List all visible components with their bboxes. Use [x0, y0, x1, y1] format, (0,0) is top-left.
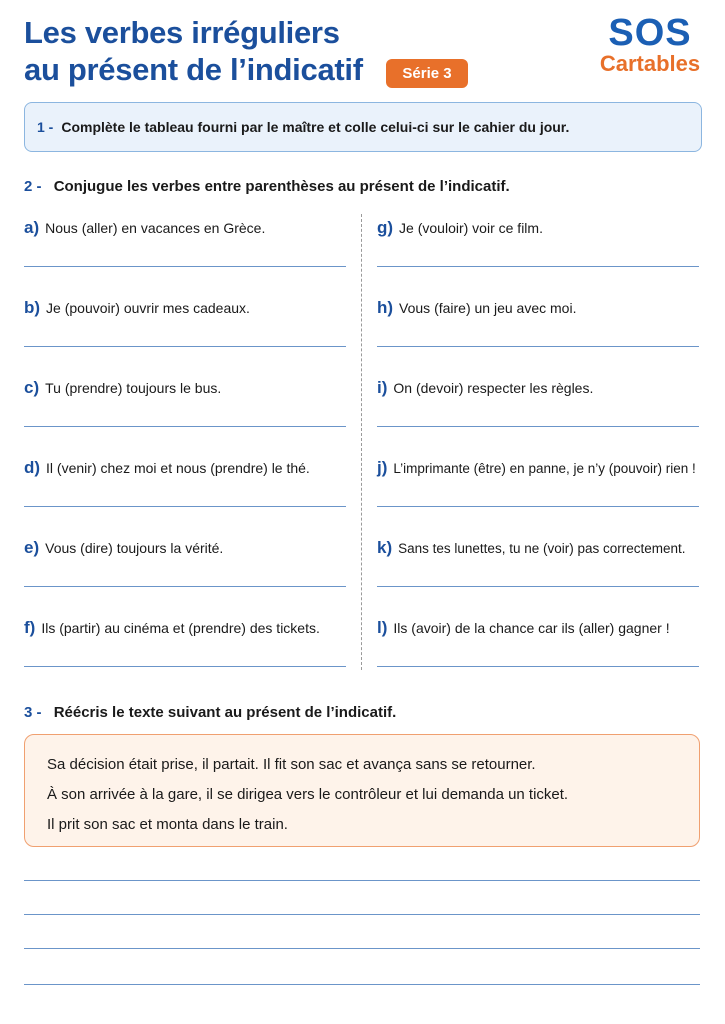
title-line-2: au présent de l’indicatif: [24, 52, 363, 87]
item-letter: a): [24, 218, 40, 237]
item-sentence: Je (pouvoir) ouvrir mes cadeaux.: [46, 300, 250, 316]
exercise-3-instruction: Réécris le texte suivant au présent de l’indicatif.: [53, 704, 397, 721]
item-letter: f): [24, 618, 36, 637]
answer-line[interactable]: [377, 506, 699, 507]
item-sentence: Ils (avoir) de la chance car ils (aller) gagner !: [393, 620, 670, 636]
item-sentence: Je (vouloir) voir ce film.: [399, 220, 543, 236]
writing-line-4[interactable]: [24, 984, 700, 985]
answer-line[interactable]: [377, 346, 699, 347]
item-sentence: Sans tes lunettes, tu ne (voir) pas correctement.: [398, 541, 686, 556]
exercise-1-text: Complète le tableau fourni par le maître et colle celui-ci sur le cahier du jour.: [61, 119, 570, 135]
text-line-1: Sa décision était prise, il partait. Il fit son sac et avança sans se retourner.: [47, 756, 536, 773]
item-letter: g): [377, 218, 394, 237]
exercise-2-left-column: [24, 216, 346, 696]
item-sentence: Nous (aller) en vacances en Grèce.: [45, 220, 266, 236]
exercise-3-text-box: [24, 734, 700, 847]
exercise-item-e: [24, 536, 346, 616]
answer-line[interactable]: [377, 426, 699, 427]
answer-line[interactable]: [24, 666, 346, 667]
exercise-item-l: [377, 616, 699, 696]
exercise-2-right-column: [377, 216, 699, 696]
exercise-item-i: [377, 376, 699, 456]
item-letter: j): [377, 458, 388, 477]
exercise-item-f: [24, 616, 346, 696]
item-sentence: L’imprimante (être) en panne, je n’y (pouvoir) rien !: [393, 461, 696, 476]
exercise-item-k: [377, 536, 699, 616]
item-sentence: Vous (faire) un jeu avec moi.: [399, 300, 577, 316]
answer-line[interactable]: [24, 346, 346, 347]
exercise-2-instruction: Conjugue les verbes entre parenthèses au présent de l’indicatif.: [53, 178, 510, 195]
exercise-item-a: [24, 216, 346, 296]
item-letter: h): [377, 298, 394, 317]
writing-line-2[interactable]: [24, 914, 700, 915]
answer-line[interactable]: [24, 506, 346, 507]
exercise-item-b: [24, 296, 346, 376]
text-line-3: Il prit son sac et monta dans le train.: [47, 816, 288, 833]
item-letter: c): [24, 378, 40, 397]
item-letter: b): [24, 298, 41, 317]
exercise-item-g: [377, 216, 699, 296]
answer-line[interactable]: [24, 586, 346, 587]
title-line-1: Les verbes irréguliers: [24, 15, 340, 50]
exercise-item-j: [377, 456, 699, 536]
answer-line[interactable]: [377, 586, 699, 587]
answer-line[interactable]: [377, 666, 699, 667]
exercise-2-heading: [24, 178, 510, 195]
item-sentence: Vous (dire) toujours la vérité.: [45, 540, 224, 556]
exercise-3-number: 3 -: [24, 704, 42, 721]
text-line-2: À son arrivée à la gare, il se dirigea vers le contrôleur et lui demanda un ticket.: [47, 786, 569, 803]
item-letter: k): [377, 538, 393, 557]
item-letter: i): [377, 378, 388, 397]
answer-line[interactable]: [377, 266, 699, 267]
sos-cartables-logo: [586, 14, 714, 76]
item-letter: l): [377, 618, 388, 637]
item-letter: e): [24, 538, 40, 557]
logo-sos: SOS: [608, 12, 692, 54]
item-sentence: Tu (prendre) toujours le bus.: [45, 380, 222, 396]
exercise-1-number: 1 -: [37, 119, 54, 135]
answer-line[interactable]: [24, 266, 346, 267]
item-sentence: Il (venir) chez moi et nous (prendre) le thé.: [46, 460, 310, 476]
item-sentence: Ils (partir) au cinéma et (prendre) des tickets.: [41, 620, 320, 636]
logo-cartables: Cartables: [599, 51, 701, 76]
writing-line-1[interactable]: [24, 880, 700, 881]
exercise-item-d: [24, 456, 346, 536]
writing-line-3[interactable]: [24, 948, 700, 949]
item-letter: d): [24, 458, 41, 477]
exercise-3-heading: [24, 704, 396, 721]
exercise-item-c: [24, 376, 346, 456]
exercise-item-h: [377, 296, 699, 376]
page-title: [24, 14, 363, 88]
item-sentence: On (devoir) respecter les règles.: [393, 380, 594, 396]
exercise-1-box: [24, 102, 702, 152]
series-badge: Série 3: [386, 59, 468, 88]
column-divider: [361, 214, 362, 670]
answer-line[interactable]: [24, 426, 346, 427]
exercise-2-number: 2 -: [24, 178, 42, 195]
